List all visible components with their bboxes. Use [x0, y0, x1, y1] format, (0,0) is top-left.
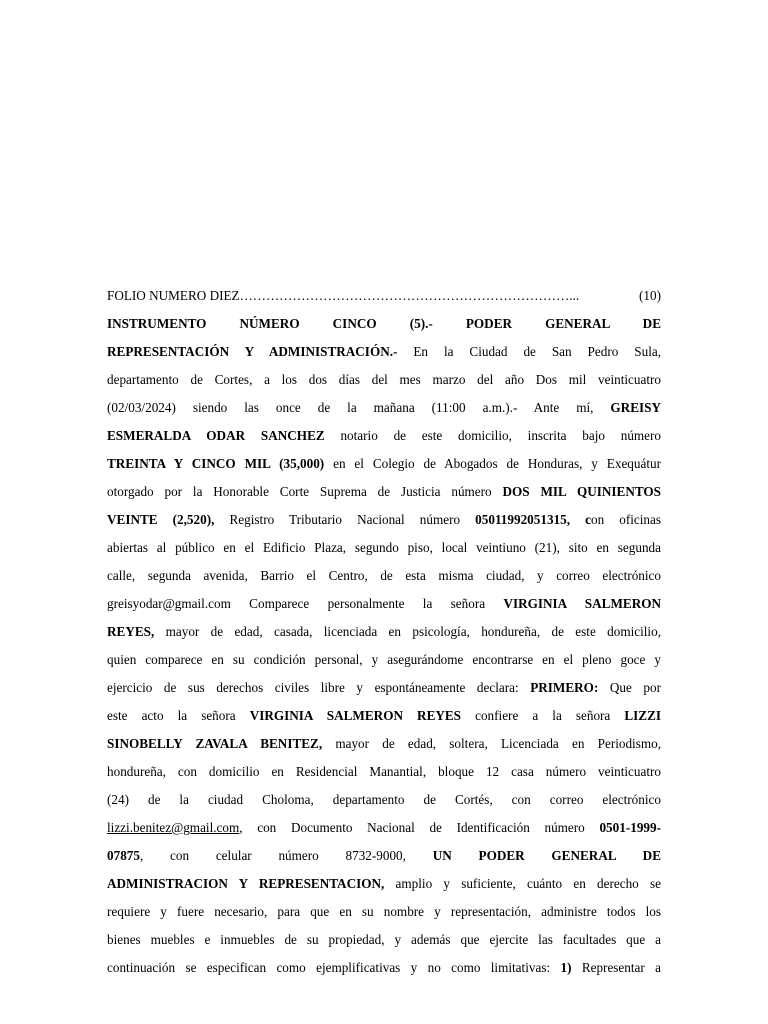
line-text: requiere y fuere necesario, para que en su nombre y representación, administre todos los: [107, 904, 661, 919]
document-line: [107, 562, 661, 590]
folio-label: FOLIO NUMERO DIEZ…………………………………………………………………...: [107, 288, 580, 303]
document-line: [107, 898, 661, 926]
bold-text: GREISY: [610, 400, 661, 415]
document-line: [107, 422, 661, 450]
bold-text: SINOBELLY ZAVALA BENITEZ,: [107, 736, 323, 751]
line-text: notario de este domicilio, inscrita bajo número: [324, 428, 662, 443]
line-text: ejercicio de sus derechos civiles libre y espontáneamente declara:: [107, 680, 531, 695]
document-line: [107, 338, 661, 366]
line-text: en el Colegio de Abogados de Honduras, y Exequátur: [324, 456, 661, 471]
line-text: (24) de la ciudad Choloma, departamento de Cortés, con correo electrónico: [107, 792, 661, 807]
bold-text: 1): [560, 960, 572, 975]
line-text: departamento de Cortes, a los dos días del mes marzo del año Dos mil veinticuatro: [107, 372, 661, 387]
bold-text: 0501-1999-: [599, 820, 661, 835]
bold-text: UN PODER GENERAL DE: [432, 848, 661, 863]
bold-text: INSTRUMENTO NÚMERO CINCO (5).- PODER GENERAL DE: [107, 316, 661, 331]
document-line: [107, 842, 661, 870]
document-line: [107, 478, 661, 506]
bold-text: PRIMERO:: [530, 680, 599, 695]
document-line: [107, 506, 661, 534]
line-text: Representar a: [571, 960, 661, 975]
line-text: Que por: [598, 680, 661, 695]
document-line: [107, 870, 661, 898]
line-text: calle, segunda avenida, Barrio el Centro, de esta misma ciudad, y correo electrónico: [107, 568, 661, 583]
bold-text: VIRGINIA SALMERON REYES: [249, 708, 462, 723]
bold-text: VEINTE (2,520),: [107, 512, 215, 527]
line-text: hondureña, con domicilio en Residencial Manantial, bloque 12 casa número veinticuatro: [107, 764, 661, 779]
line-text: abiertas al público en el Edificio Plaza, segundo piso, local veintiuno (21), sito en segunda: [107, 540, 661, 555]
document-line: [107, 758, 661, 786]
document-line: [107, 618, 661, 646]
document-line: [107, 450, 661, 478]
document-line: [107, 310, 661, 338]
line-text: En la Ciudad de San Pedro Sula,: [397, 344, 662, 359]
document-line: [107, 954, 661, 982]
line-text: greisyodar@gmail.com Comparece personalmente la señora: [107, 596, 504, 611]
bold-text: REYES,: [107, 624, 155, 639]
bold-text: ADMINISTRACION Y REPRESENTACION,: [107, 876, 385, 891]
line-text: bienes muebles e inmuebles de su propiedad, y además que ejercite las facultades que a: [107, 932, 661, 947]
document-line: [107, 366, 661, 394]
document-line: [107, 646, 661, 674]
document-line: [107, 534, 661, 562]
document-line: [107, 926, 661, 954]
bold-text: DOS MIL QUINIENTOS: [502, 484, 661, 499]
line-text: on oficinas: [590, 512, 661, 527]
line-text: mayor de edad, casada, licenciada en psicología, hondureña, de este domicilio,: [154, 624, 661, 639]
line-text: quien comparece en su condición personal, y asegurándome encontrarse en el pleno goce y: [107, 652, 661, 667]
bold-text: LIZZI: [624, 708, 662, 723]
document-line: [107, 786, 661, 814]
bold-text: REPRESENTACIÓN Y ADMINISTRACIÓN.-: [107, 344, 398, 359]
line-text: otorgado por la Honorable Corte Suprema de Justicia número: [107, 484, 503, 499]
line-text: Registro Tributario Nacional número: [214, 512, 476, 527]
line-text: amplio y suficiente, cuánto en derecho se: [384, 876, 661, 891]
bold-text: VIRGINIA SALMERON: [503, 596, 662, 611]
folio-number: (10): [639, 288, 661, 303]
document-body: [107, 282, 661, 982]
document-line: [107, 590, 661, 618]
email-link[interactable]: lizzi.benitez@gmail.com: [107, 820, 240, 835]
line-text: mayor de edad, soltera, Licenciada en Periodismo,: [322, 736, 662, 751]
bold-text: ESMERALDA ODAR SANCHEZ: [107, 428, 325, 443]
line-text: continuación se especifican como ejemplificativas y no como limitativas:: [107, 960, 561, 975]
line-text: este acto la señora: [107, 708, 250, 723]
document-line: [107, 394, 661, 422]
document-line: [107, 702, 661, 730]
document-line: [107, 674, 661, 702]
bold-text: TREINTA Y CINCO MIL (35,000): [107, 456, 325, 471]
line-text: (02/03/2024) siendo las once de la mañana (11:00 a.m.).- Ante mí,: [107, 400, 611, 415]
document-line: [107, 814, 661, 842]
bold-text: 07875: [107, 848, 140, 863]
line-text: confiere a la señora: [461, 708, 625, 723]
line-text: , con Documento Nacional de Identificación número: [239, 820, 600, 835]
folio-line: [107, 282, 661, 310]
document-line: [107, 730, 661, 758]
bold-text: 05011992051315, c: [475, 512, 591, 527]
line-text: , con celular número 8732-9000,: [139, 848, 433, 863]
